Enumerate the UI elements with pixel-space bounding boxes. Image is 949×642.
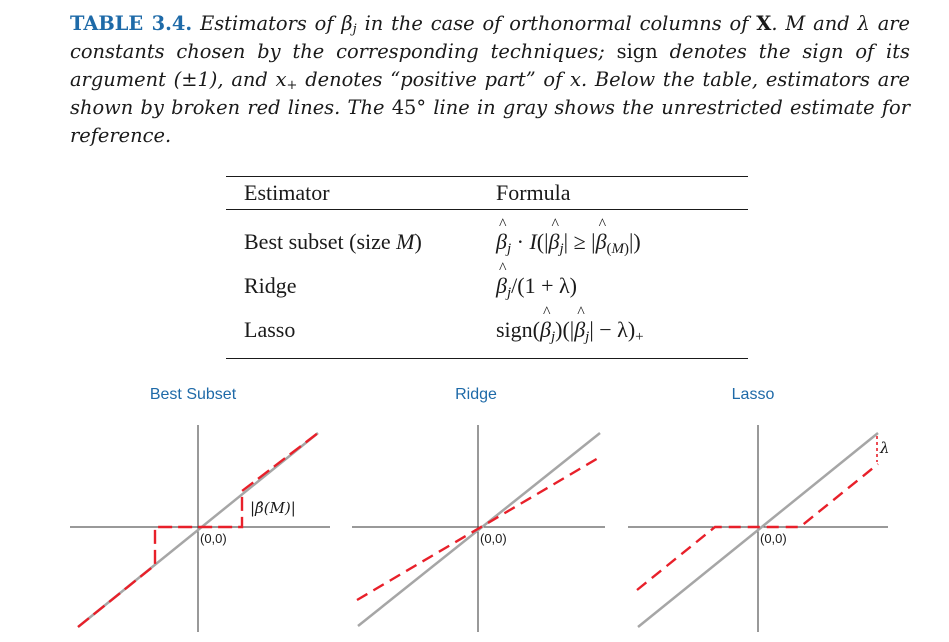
caption-text-e: are constants chosen by the corresponding techniques;: [70, 12, 910, 63]
caption-var-lambda: λ: [857, 12, 870, 35]
formula-cell: ^ $\beta_j$ · I(|^ $\beta_j|$ ≥ |^ $\beta_{(M)}|$): [496, 229, 748, 255]
estimator-cell: Lasso: [244, 317, 296, 342]
header-estimator: Estimator: [244, 180, 330, 205]
threshold-annotation: |β̂(M)|: [250, 499, 296, 517]
estimator-cell: Ridge: [244, 273, 297, 298]
formula-cell: ^ $\beta_j/(1 + \lambda)$: [496, 273, 748, 299]
beta-j: $\beta_j$: [341, 12, 357, 37]
panel-lasso: [628, 425, 890, 632]
origin-label: (0,0): [760, 531, 787, 546]
caption-label: TABLE 3.4.: [70, 12, 193, 35]
panel-ridge: [352, 425, 605, 632]
caption-text-d: and: [813, 12, 850, 35]
origin-label: (0,0): [480, 531, 507, 546]
caption-text-i: line in gray shows the unrestricted estimate for reference.: [70, 96, 911, 147]
panel-title-best-subset: Best Subset: [149, 386, 237, 403]
panel-best-subset: [70, 425, 330, 632]
caption-angle: 45°: [391, 96, 427, 119]
lambda-annotation: λ: [880, 439, 890, 457]
origin-label: (0,0): [200, 531, 227, 546]
caption-text-f: denotes the sign of its argument (±1), and: [70, 40, 910, 91]
caption-text-b: in the case of orthonormal columns of: [364, 12, 749, 35]
header-formula: Formula: [496, 180, 571, 205]
caption-xplus: $x_+$: [275, 68, 298, 93]
caption-text-a: Estimators of: [200, 12, 334, 35]
panel-title-lasso: Lasso: [731, 386, 775, 403]
caption-text-h: . Below the table, estimators are shown by broken red lines. The: [70, 68, 911, 119]
caption-var-m: M: [785, 12, 806, 35]
panel-title-ridge: Ridge: [455, 386, 497, 403]
caption-text-g: denotes “positive part” of: [305, 68, 563, 91]
caption-text-c: .: [771, 12, 778, 35]
caption-sign-word: sign: [616, 40, 658, 63]
formula-cell: sign(^ $\beta_j)(|\^{}$ $\beta_j| - \lambda)_+$: [496, 317, 748, 343]
caption-var-x: x: [570, 68, 581, 91]
caption-matrix-x: X: [756, 12, 772, 35]
estimator-cell: Best subset (size M): [244, 229, 422, 254]
